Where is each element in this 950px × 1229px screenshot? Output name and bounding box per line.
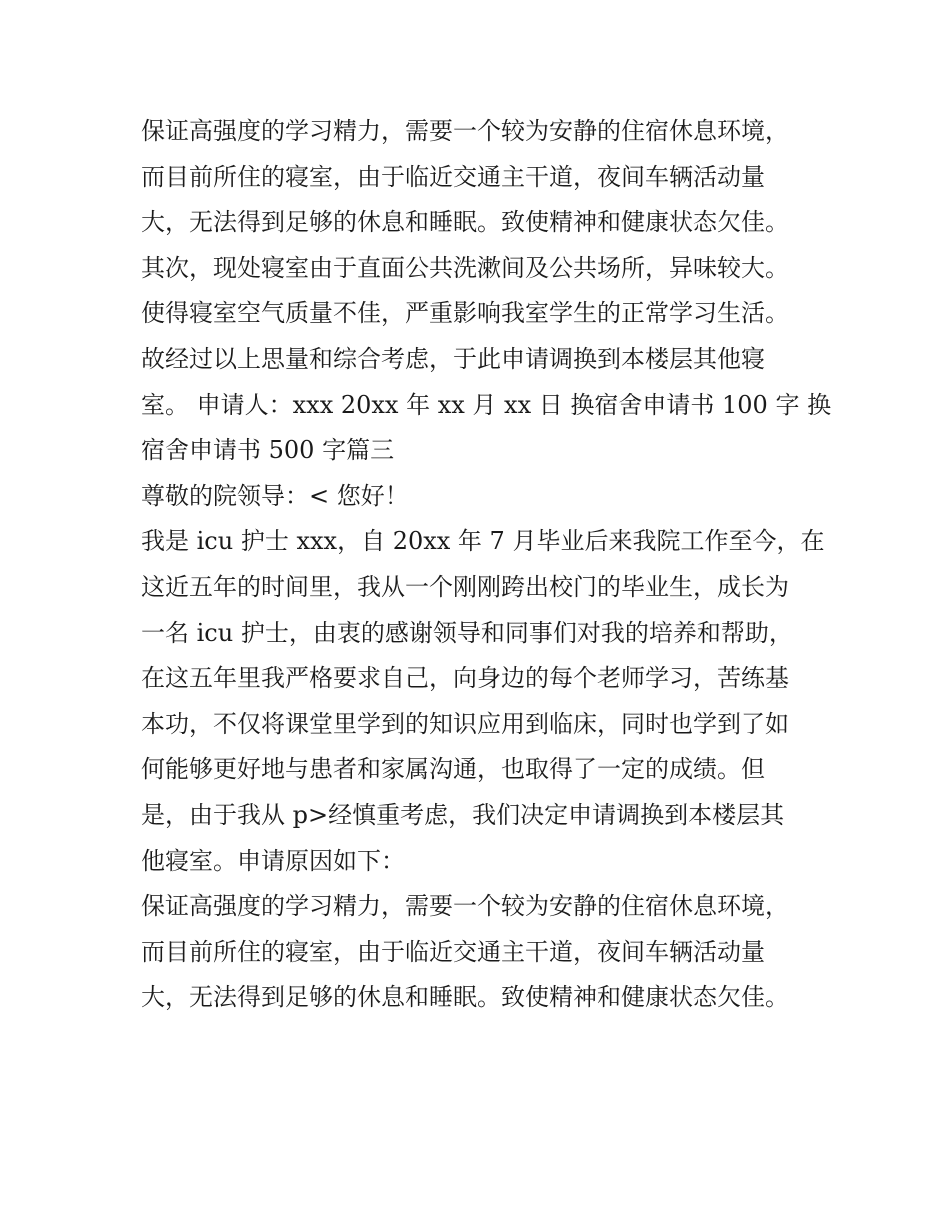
- text-line: 宿舍申请书 500 字篇三: [141, 436, 395, 465]
- text-line: 室。 申请人：xxx 20xx 年 xx 月 xx 日 换宿舍申请书 100 字 换: [141, 390, 832, 419]
- text-line: 故经过以上思量和综合考虑，于此申请调换到本楼层其他寝: [141, 344, 765, 373]
- text-line: 我是 icu 护士 xxx，自 20xx 年 7 月毕业后来我院工作至今，在: [141, 527, 825, 556]
- salutation-line: 尊敬的院领导：< 您好！: [141, 481, 409, 510]
- text-line: 他寝室。申请原因如下：: [141, 846, 405, 875]
- text-line: 大，无法得到足够的休息和睡眠。致使精神和健康状态欠佳。: [141, 208, 789, 237]
- text-line: 这近五年的时间里，我从一个刚刚跨出校门的毕业生，成长为: [141, 572, 789, 601]
- text-line: 而目前所住的寝室，由于临近交通主干道，夜间车辆活动量: [141, 937, 765, 966]
- document-body: [141, 109, 832, 1021]
- text-line: 一名 icu 护士，由衷的感谢领导和同事们对我的培养和帮助，: [141, 618, 793, 647]
- text-line: 在这五年里我严格要求自己，向身边的每个老师学习，苦练基: [141, 664, 789, 693]
- text-line: 保证高强度的学习精力，需要一个较为安静的住宿休息环境，: [141, 117, 789, 145]
- text-line: 保证高强度的学习精力，需要一个较为安静的住宿休息环境，: [141, 892, 789, 921]
- text-line: 本功，不仅将课堂里学到的知识应用到临床，同时也学到了如: [141, 709, 789, 738]
- text-line: 而目前所住的寝室，由于临近交通主干道，夜间车辆活动量: [141, 162, 765, 191]
- text-line: 其次，现处寝室由于直面公共洗漱间及公共场所，异味较大。: [141, 253, 789, 282]
- text-line: 是，由于我从 p>经慎重考虑，我们决定申请调换到本楼层其: [141, 800, 785, 829]
- text-line: 大，无法得到足够的休息和睡眠。致使精神和健康状态欠佳。: [141, 983, 789, 1012]
- text-line: 使得寝室空气质量不佳，严重影响我室学生的正常学习生活。: [141, 299, 789, 328]
- text-line: 何能够更好地与患者和家属沟通，也取得了一定的成绩。但: [141, 755, 765, 784]
